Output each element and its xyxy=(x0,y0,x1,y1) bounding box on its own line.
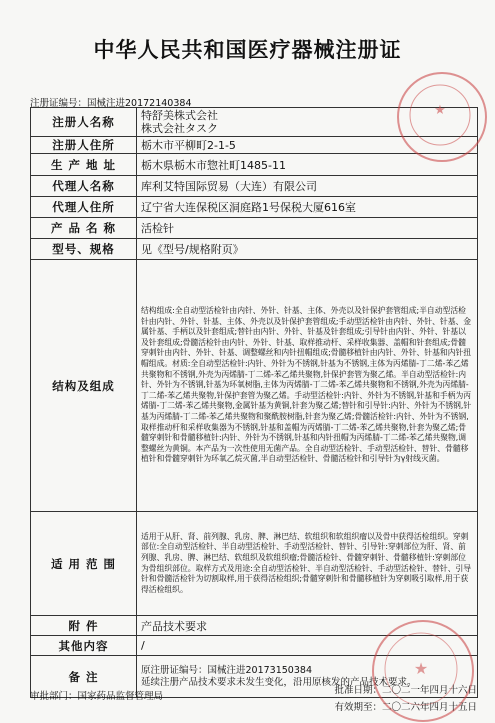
value-structure: 结构组成:全自动型活检针由内针、外针、针基、主体、外壳以及针保护套管组成;半自动型活检针由内针、外针、针基、主体、外壳以及针保护套管组成;手动型活检针由内针、外针、针基、金属针基、手柄以及针套组成;替针由内针、外针、针基及针套组成;引导针由内针、外针、针基以及针套组成;骨髓活检针由内针、外针、针基、取样推动杆、采样收集器、盖帽和针套组成;骨髓穿刺针由内针、外针、针基、调整螺丝和内针扭帽组成;骨髓移植针由内针、外针、针基和内针扭帽组成。材质:全自动型活检针:内针、外针为不锈钢,针基为不锈钢,主体为丙烯腈-丁二烯-苯乙烯共聚物和不锈钢,外壳为丙烯腈-丁二烯-苯乙烯共聚物,针保护套管为聚乙烯。半自动型活检针:内针、外针为不锈钢,针基为环氧树脂,主体为丙烯腈-丁二烯-苯乙烯共聚物和不锈钢,外壳为丙烯腈-丁二烯-苯乙烯共聚物,针保护套管为聚乙烯。手动型活检针:内针、外针为不锈钢,针基和手柄为丙烯腈-丁二烯-苯乙烯共聚物,金属针基为黄铜,针套为聚乙烯;替针和引导针:内针、外针为不锈钢,针基为丙烯腈-丁二烯-苯乙烯共聚物和聚酰胺树脂,针套为聚乙烯;骨髓活检针:内针、外针为不锈钢,取样推动杆和采样收集器为不锈钢,针基和盖帽为丙烯腈-丁二烯-苯乙烯共聚物,针套为聚乙烯;骨髓穿刺针和骨髓移植针:内针、外针为不锈钢,针基和内针扭帽为丙烯腈-丁二烯-苯乙烯共聚物,调整螺丝为黄铜。本产品为一次性使用无菌产品。全自动型活检针、手动型活检针、替针、骨髓移植针和骨髓穿刺针为环氧乙烷灭菌,半自动型活检针、骨髓活检针和引导针为γ射线灭菌。 xyxy=(137,260,478,512)
label-agent: 代理人名称 xyxy=(31,176,137,197)
label-registrant: 注册人名称 xyxy=(31,108,137,137)
registration-number: 注册证编号：国械注进20172140384 xyxy=(30,98,192,109)
label-other: 其他内容 xyxy=(31,636,137,656)
certificate-table xyxy=(30,107,478,698)
company-seal-graphic xyxy=(397,72,483,158)
company-seal-star-icon: ★ xyxy=(434,103,446,118)
value-product-name: 活检针 xyxy=(137,218,478,239)
row-product-name xyxy=(31,218,478,239)
label-structure: 结构及组成 xyxy=(31,260,137,512)
row-scope xyxy=(31,512,478,616)
company-seal xyxy=(397,72,487,162)
label-scope: 适 用 范 围 xyxy=(31,512,137,616)
value-scope: 适用于从肝、肾、前列腺、乳房、脾、淋巴结、软组织和软组织瘤以及骨中获得活检组织。穿刺部位:全自动型活检针、半自动型活检针、手动型活检针、替针、引导针:穿刺部位为肝、肾、前列腺、乳房、脾、淋巴结、软组织及软组织瘤;骨髓活检针、骨髓穿刺针、骨髓移植针:穿刺部位为骨组织部位。取样方式及用途:全自动型活检针、半自动型活检针、手动型活检针、替针、引导针和骨髓活检针为切割取样,用于获得活检组织;骨髓穿刺针和骨髓移植针为穿刺吸引取样,用于获得活检组织。 xyxy=(137,512,478,616)
approval-department: 审批部门：国家药品监督管理局 xyxy=(30,691,164,702)
row-structure xyxy=(31,260,478,512)
registrant-name-2: 株式会社タスク xyxy=(141,122,218,135)
administration-seal-star-icon: ★ xyxy=(413,659,429,678)
remarks-line-2: 延续注册产品技术要求未发生变化，沿用原核发的产品技术要求。 xyxy=(141,676,417,688)
label-production-address: 生 产 地 址 xyxy=(31,154,137,176)
row-model xyxy=(31,239,478,260)
remarks-line-1: 原注册证编号：国械注进20173150384 xyxy=(141,664,312,676)
value-other: / xyxy=(137,636,478,656)
row-agent-address xyxy=(31,197,478,218)
expiry-date: 有效期至：二〇二六年四月十五日 xyxy=(334,702,477,713)
label-agent-address: 代理人住所 xyxy=(31,197,137,218)
value-production-address: 栃木県栃木市惣社町1485-11 xyxy=(137,154,478,176)
label-product-name: 产 品 名 称 xyxy=(31,218,137,239)
value-agent-address: 辽宁省大连保税区洞庭路1号保税大厦616室 xyxy=(137,197,478,218)
value-model: 见《型号/规格附页》 xyxy=(137,239,478,260)
label-model: 型号、规格 xyxy=(31,239,137,260)
value-agent: 库利艾特国际贸易（大连）有限公司 xyxy=(137,176,478,197)
label-registrant-address: 注册人住所 xyxy=(31,137,137,154)
dates-block xyxy=(334,682,477,716)
label-remarks: 备 注 xyxy=(31,656,137,698)
value-registrant-address: 栃木市平柳町2-1-5 xyxy=(137,137,478,154)
row-agent xyxy=(31,176,478,197)
certificate-title: 中华人民共和国医疗器械注册证 xyxy=(93,37,402,62)
value-attachment: 产品技术要求 xyxy=(137,616,478,636)
registrant-name-1: 特舒美株式会社 xyxy=(141,109,218,122)
approval-date: 批准日期：二〇二一年四月十六日 xyxy=(334,685,477,696)
label-attachment: 附 件 xyxy=(31,616,137,636)
